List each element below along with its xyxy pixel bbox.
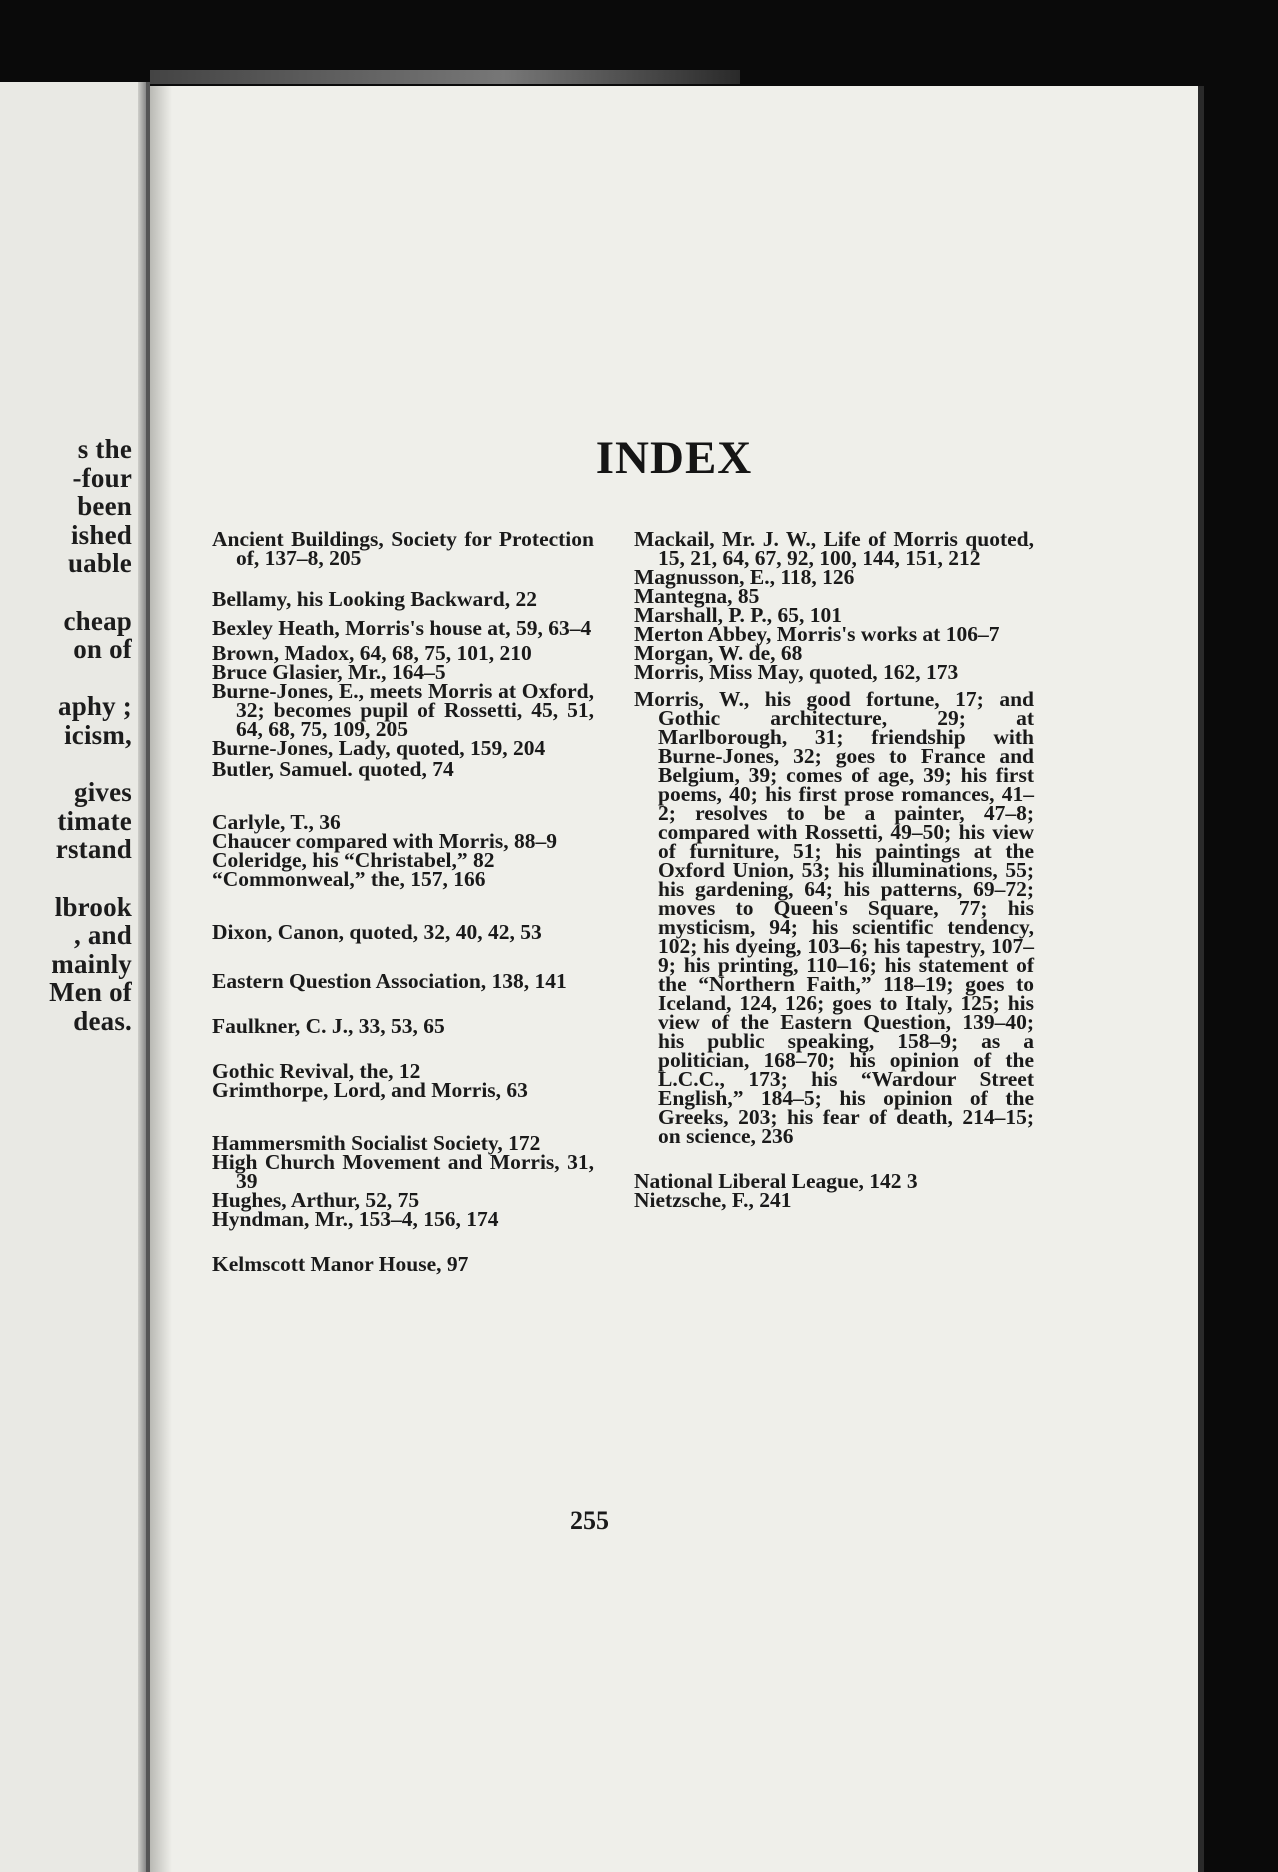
left-adjacent-page xyxy=(0,82,150,1872)
index-entry: Bellamy, his Looking Backward, 22 xyxy=(212,587,537,611)
index-entry: Mantegna, 85 xyxy=(634,584,760,608)
index-entry: Burne-Jones, Lady, quoted, 159, 204 xyxy=(212,736,546,760)
left-page-text-line: uable xyxy=(67,548,132,579)
left-page-text-line: gives xyxy=(74,777,132,808)
page-number: 255 xyxy=(570,1506,609,1535)
index-entry: Hammersmith Socialist Society, 172 xyxy=(212,1131,541,1155)
left-page-text-line: deas. xyxy=(73,1006,132,1036)
page-binding-shadow xyxy=(150,86,172,1872)
index-entry: Mackail, Mr. J. W., Life of Morris quoted, 15, 21, 64, 67, 92, 100, 144, 151, 212 xyxy=(634,527,1034,570)
left-page-text-line: rstand xyxy=(55,834,132,865)
page-title: INDEX xyxy=(595,432,753,484)
index-entry: Kelmscott Manor House, 97 xyxy=(212,1252,469,1276)
left-page-text-line: -four xyxy=(72,462,132,493)
left-page-text-line: aphy ; xyxy=(58,691,132,722)
page-right-edge xyxy=(1198,86,1204,1872)
left-page-text-line: icism, xyxy=(64,720,132,750)
left-page-text-line: been xyxy=(77,491,132,522)
index-entry: Burne-Jones, E., meets Morris at Oxford, 32; becomes pupil of Rossetti, 45, 51, 64, 68, 75, 109, 205 xyxy=(212,679,594,741)
index-entry: “Commonweal,” the, 157, 166 xyxy=(212,867,486,891)
index-entry: Gothic Revival, the, 12 xyxy=(212,1059,421,1083)
index-entry: Magnusson, E., 118, 126 xyxy=(634,565,855,589)
index-entry: Hughes, Arthur, 52, 75 xyxy=(212,1188,420,1212)
left-page-text-line: , and xyxy=(73,920,132,951)
left-page-text-line: on of xyxy=(73,634,132,665)
index-entry: Merton Abbey, Morris's works at 106–7 xyxy=(634,622,1000,646)
index-entry: Carlyle, T., 36 xyxy=(212,810,341,834)
left-page-text-line: lbrook xyxy=(54,891,132,922)
left-page-text-line: mainly xyxy=(51,948,132,979)
index-entry: National Liberal League, 142 3 xyxy=(634,1169,918,1193)
left-page-text-line: s the xyxy=(77,434,132,464)
index-entry: Chaucer compared with Morris, 88–9 xyxy=(212,829,557,853)
index-entry: Eastern Question Association, 138, 141 xyxy=(212,969,567,993)
index-column-left xyxy=(212,527,594,1276)
left-page-text-line: ished xyxy=(70,519,132,550)
page-top-edge xyxy=(150,70,740,84)
index-entry: Hyndman, Mr., 153–4, 156, 174 xyxy=(212,1207,499,1231)
index-entry: Morgan, W. de, 68 xyxy=(634,641,803,665)
index-entry: Brown, Madox, 64, 68, 75, 101, 210 xyxy=(212,641,532,665)
index-entry: Coleridge, his “Christabel,” 82 xyxy=(212,848,495,872)
index-entry: Bruce Glasier, Mr., 164–5 xyxy=(212,660,446,684)
index-entry: Grimthorpe, Lord, and Morris, 63 xyxy=(212,1078,528,1102)
index-entry: Faulkner, C. J., 33, 53, 65 xyxy=(212,1014,445,1038)
index-entry: Butler, Samuel. quoted, 74 xyxy=(212,757,454,781)
left-page-text-line: timate xyxy=(57,805,132,836)
left-page-text-line: Men of xyxy=(49,977,132,1008)
index-entry: High Church Movement and Morris, 31, 39 xyxy=(212,1150,594,1193)
index-column-right xyxy=(634,527,1034,1212)
left-page-text-line: cheap xyxy=(63,605,132,636)
page-gutter xyxy=(138,82,146,1872)
index-entry: Ancient Buildings, Society for Protection of, 137–8, 205 xyxy=(212,527,594,570)
index-entry: Marshall, P. P., 65, 101 xyxy=(634,603,843,627)
index-entry: Morris, W., his good fortune, 17; and Gothic architecture, 29; at Marlborough, 31; friendship with Burne-Jones, 32; goes to France and Belgium, 39; comes of age, 39; his first poems, 40; his first prose romances, 41–2; resolves to be a painter, 47–8; compared with Rossetti, 49–50; his view of furniture, 51; his paintings at the Oxford Union, 53; his illuminations, 55; his gardening, 64; his patterns, 69–72; moves to Queen's Square, 77; his mysticism, 94; his scientific tendency, 102; his dyeing, 103–6; his tapestry, 107–9; his printing, 110–16; his statement of the “Northern Faith,” 118–19; goes to Iceland, 124, 126; goes to Italy, 125; his view of the Eastern Question, 139–40; his public speaking, 158–9; as a politician, 168–70; his opinion of the L.C.C., 173; his “Wardour Street English,” 184–5; his opinion of the Greeks, 203; his fear of death, 214–15; on science, 236 xyxy=(634,687,1034,1148)
index-entry: Dixon, Canon, quoted, 32, 40, 42, 53 xyxy=(212,920,542,944)
index-page xyxy=(150,86,1198,1872)
index-entry: Nietzsche, F., 241 xyxy=(634,1188,792,1212)
index-entry: Morris, Miss May, quoted, 162, 173 xyxy=(634,660,959,684)
index-entry: Bexley Heath, Morris's house at, 59, 63–4 xyxy=(212,616,592,640)
